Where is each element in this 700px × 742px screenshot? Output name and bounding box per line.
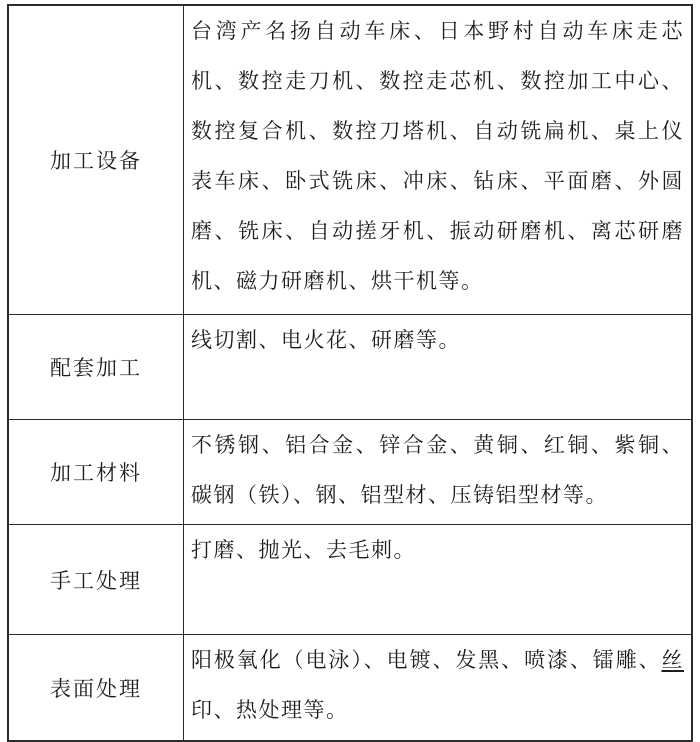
underlined-text: 丝 [661,648,684,672]
row-label: 配套加工 [8,315,184,420]
row-content: 打磨、抛光、去毛刺。 [184,525,693,635]
row-label: 手工处理 [8,525,184,635]
row-content [184,635,693,742]
row-label: 加工材料 [8,420,184,525]
table-row-processing-materials [8,420,692,525]
table-row-manual-processing [8,525,692,635]
capabilities-table [7,4,693,742]
row-content: 线切割、电火花、研磨等。 [184,315,693,420]
surface-treatment-text: 阳极氧化（电泳）、电镀、发黑、喷漆、镭雕、 [191,648,662,672]
row-content: 台湾产名扬自动车床、日本野村自动车床走芯机、数控走刀机、数控走芯机、数控加工中心、数控复合机、数控刀塔机、自动铣扁机、桌上仪表车床、卧式铣床、冲床、钻床、平面磨、外圆磨、铣床、自动搓牙机、振动研磨机、离芯研磨机、磁力研磨机、烘干机等。 [184,5,693,315]
row-content: 不锈钢、铝合金、锌合金、黄铜、红铜、紫铜、碳钢（铁）、钢、铝型材、压铸铝型材等。 [184,420,693,525]
surface-treatment-text-rest: 印、热处理等。 [191,698,349,722]
table-row-supporting-processing [8,315,692,420]
row-label: 加工设备 [8,5,184,315]
table-row-surface-treatment [8,635,692,742]
table-row-processing-equipment [8,5,692,315]
row-label: 表面处理 [8,635,184,742]
